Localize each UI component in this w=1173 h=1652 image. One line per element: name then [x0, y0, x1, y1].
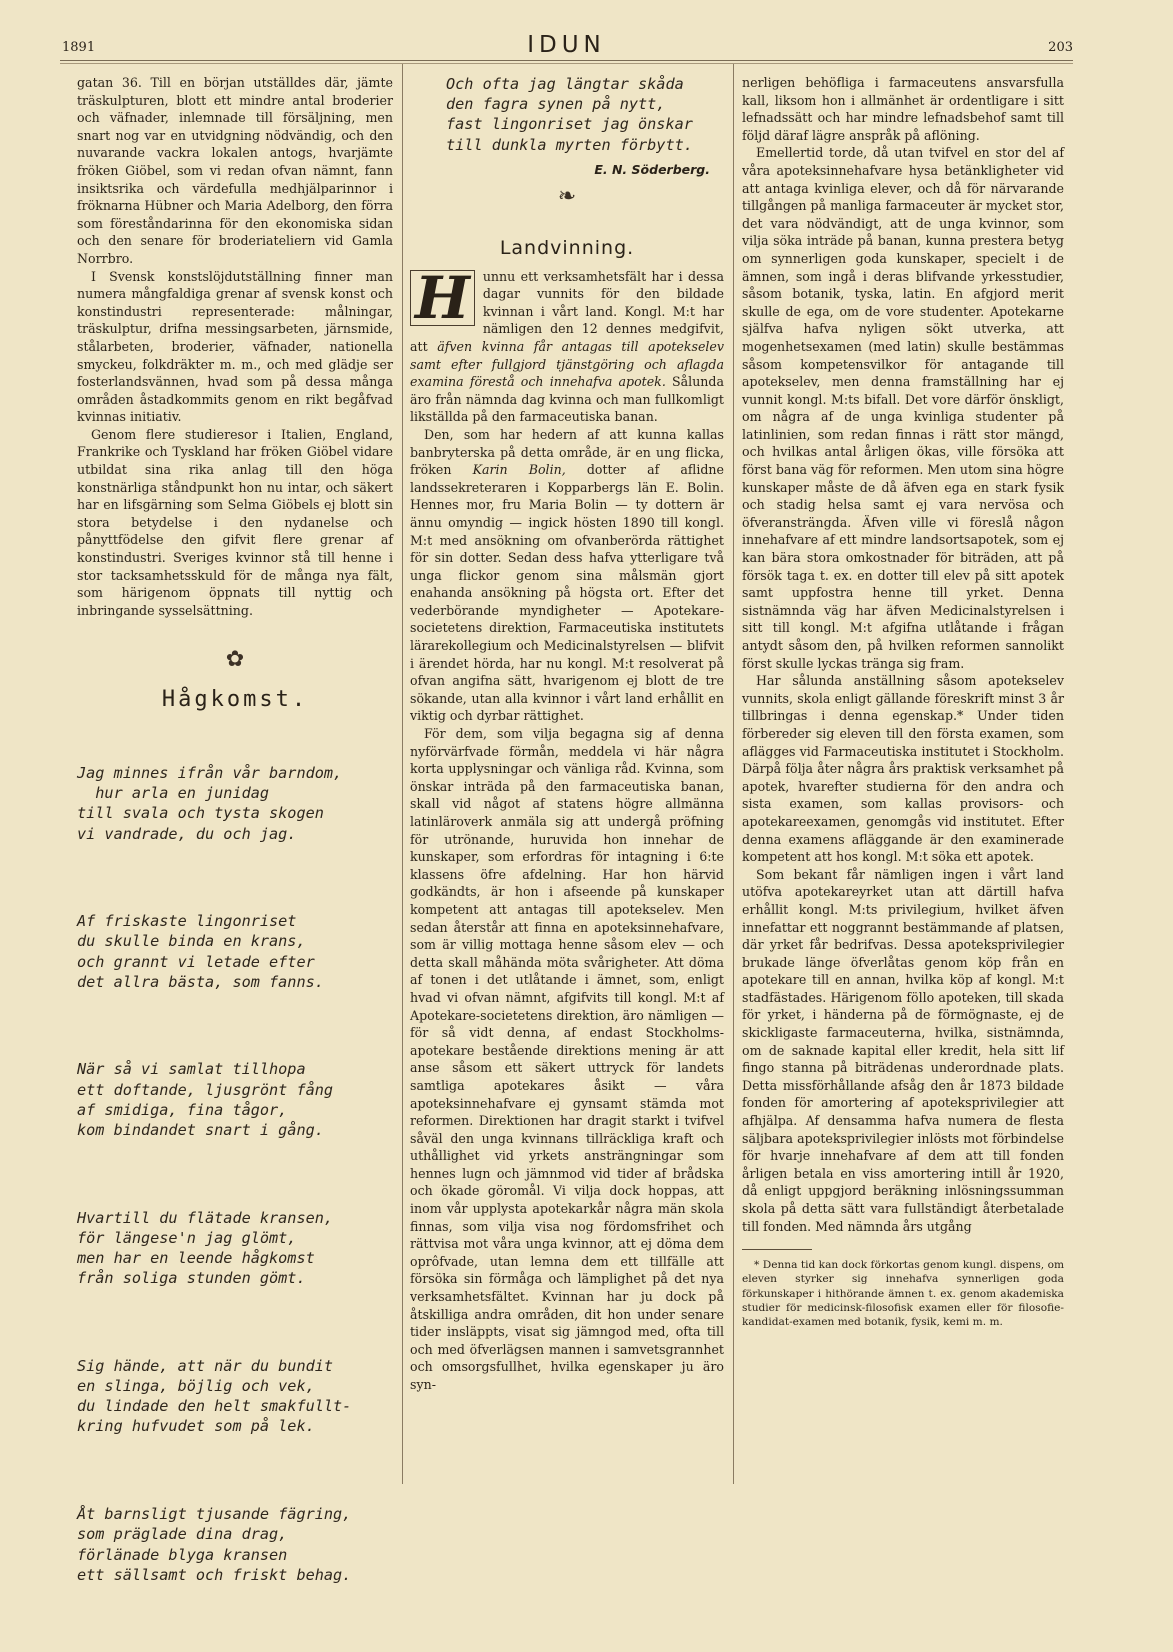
article-paragraph: Genom flere studieresor i Italien, England, Frankrike och Tyskland har fröken Giöbel vidare utbildat sina rika anlag till den höga konstnärliga ståndpunkt hon nu intar, och säkert har en lifsgärning som Selma Giöbels ej blott sin stora betydelse i den nydanelse och pånyttfödelse den gifvit flere grenar af konstindustri. Sveriges kvinnor stå till henne i stor tacksamhetsskuld för de många nya fält, som härigenom öppnats till nyttig och inbringande sysselsättning.: [77, 426, 393, 618]
footnote: [742, 1258, 1064, 1329]
poem-signature: E. N. Söderberg.: [594, 161, 710, 177]
para-text: dotter af aflidne landssekreteraren i Kopparbergs län E. Bolin. Hennes mor, fru Maria Bolin — ty dottern är ännu omyndig — ingick hösten 1890 till kongl. M:t med ansökning om ofvanberörda rättighet för sin dotter. Sedan dess hafva ytterligare två unga flickor genom sina målsmän gjort enahanda ansökning på högsta ort. Efter det vederbörande myndigheter — Apotekare-societetens direktion, Farmaceutiska institutets lärarekollegium och Medicinalstyrelsen — blifvit i ärendet hörda, har nu kongl. M:t resolverat på ofvan angifna sätt, hvarigenom ej blott de tre sökande, utan alla kvinnor i vårt land erhållit en viktig och dyrbar rättighet.: [410, 462, 724, 724]
article-paragraph: Har sålunda anställning såsom apotekselev vunnits, skola enligt gällande föreskrift minst 3 år tillbringas i denna egenskap.* Under tiden förbereder sig eleven till den första examen, som aflägges vid Farmaceutiska institutet i Stockholm. Därpå följa åter några års praktisk verksamhet på apotek, hvarefter studierna för den andra och sista examen, som kallas provisors- och apotekareexamen, genomgås vid institutet. Efter denna examens afläggande är den examinerade kompetent att hos kongl. M:t söka ett apotek.: [742, 673, 1064, 865]
flourish-ornament-icon: ❧: [557, 184, 577, 210]
article-intro: [410, 263, 724, 426]
column-divider: [402, 64, 403, 1484]
poem-stanza: Sig hände, att när du bundit en slinga, böjlig och vek, du lindade den helt smakfullt- kring hufvudet som på lek.: [77, 1356, 352, 1436]
article-paragraph: nerligen behöfliga i farmaceutens ansvarsfulla kall, liksom hon i allmänhet är ordentligare i sitt lefnadssätt och har mindre lefnadsbehof samt till följd däraf lägre anspråk på aflöning.: [742, 75, 1064, 143]
column-left: [77, 74, 393, 1652]
drop-cap: H: [410, 270, 475, 326]
poem-stanza: Åt barnsligt tjusande fägring, som präglade dina drag, förlänade blyga kransen ett sällsamt och friskt behag.: [77, 1505, 352, 1584]
poem-hagkomst: [77, 723, 393, 1652]
footnote-text: * Denna tid kan dock förkortas genom kungl. dispens, om eleven styrker sig innehafva synnerligen goda förkunskaper i hithörande ämnen t. ex. genom akademiska studier för medicinsk-filosofisk examen eller för filosofie-kandidat-examen med botanik, fysik, kemi m. m.: [742, 1259, 1064, 1328]
article-title: Landvinning.: [499, 237, 635, 259]
poem-title: Hågkomst.: [161, 687, 309, 712]
article-paragraph: gatan 36. Till en början utställdes där, jämte träskulpturen, blott ett mindre antal broderier och väfnader, inlemnade till försäljning, men snart nog var en utvidgning nödvändig, och den nuvarande vackra lokalen antogs, hvarjämte fröken Giöbel, som vi redan ofvan nämnt, fann insiktsrika och värdefulla medhjälparinnor i fröknarna Hübner och Maria Adelborg, den förra som föreståndarinna för den ekonomiska sidan och den senare för broderiateliern vid Gamla Norrbro.: [77, 75, 393, 266]
acorn-ornament-icon: ✿: [225, 647, 245, 673]
intro-emphasis: äfven kvinna får antagas till apotekselev samt efter fullgjord tjänstgöring och aflagda examina förestå och innehafva apotek.: [410, 338, 724, 390]
poem-stanza: Hvartill du flätade kransen, för längese'n jag glömt, men har en leende hågkomst från soliga stunden gömt.: [77, 1208, 334, 1288]
para-text: Den, som har hedern af att kunna kallas banbryterska på detta område, är en ung flicka, fröken: [410, 426, 724, 478]
article-paragraph: Emellertid torde, då utan tvifvel en stor del af våra apoteksinnehafvare hysa betänkligheter vid att antaga kvinliga elever, och då för närvarande tillgången på manliga farmaceuter är mycket stor, det vara nödvändigt, att de unga kvinnor, som vilja söka inträde på banan, kunna prestera betyg om synnerligen goda kunskaper, specielt i de ämnen, som ingå i deras blifvande yrkesstudier, såsom botanik, tyska, latin. En afgjord merit skulle de ega, om de vore studenter. Apotekarne själfva hafva nyligen sökt utverka, att mogenhetsexamen (med latin) skulle bestämmas såsom kompetensvilkor för antagande till apotekselev, men denna framställning har ej vunnit kongl. M:ts bifall. Det vore därför önskligt, om några af de unga kvinliga studenter på latinlinien, som redan finnas i rätt stor mängd, och hvilkas antal årligen ökas, ville försöka att först bana väg för reformen. Men utom sina högre kunskaper måste de då äfven ega en stark fysik och stadig helsa samt ej vara nervösa och öfveransträngda. Äfven ville vi föreslå någon innehafvare af ett mindre landsortsapotek, som ej kan bära stora omkostnader för biträden, att på försök taga t. ex. en dotter till elev på sitt apotek samt uppfostra henne till yrket. Denna sistnämnda väg har äfven Medicinalstyrelsen i sitt till kongl. M:t afgifna utlåtande i frågan antydt såsom den, på hvilken reformen sannolikt först skulle lyckas tränga sig fram.: [742, 145, 1064, 671]
header-year: 1891: [62, 40, 96, 55]
header-rule: [60, 60, 1073, 61]
page-header: [60, 32, 1073, 62]
poem-stanza: Af friskaste lingonriset du skulle binda en krans, och grannt vi letade efter det allra bästa, som fanns.: [77, 912, 324, 991]
poem-stanza: Jag minnes ifrån vår barndom, hur arla en junidag till svala och tysta skogen vi vandrade, du och jag.: [77, 764, 343, 843]
footnote-rule: [742, 1249, 812, 1250]
article-paragraph: I Svensk konstslöjdutställning finner man numera mångfaldiga grenar af svensk konst och konstindustri representerade: målningar, träskulptur, drifna messingsarbeten, järnsmide, stålarbeten, broderier, väfnader, nationella smyckeu, folkdräkter m. m., och med glädje ser fosterlandsvännen, hvad som på dessa många områden åstadkommits genom en rikt begåfvad kvinnas initiativ.: [77, 268, 393, 425]
article-paragraph: [410, 426, 724, 725]
intro-end: Sålunda äro från nämnda dag kvinna och man fullkomligt likställda på den farmaceutiska banan.: [410, 374, 724, 425]
poem-stanza: När så vi samlat tillhopa ett doftande, ljusgrönt fång af smidiga, fina tågor, kom bindandet snart i gång.: [77, 1060, 334, 1140]
masthead-title: IDUN: [527, 32, 606, 58]
poem-continuation: Och ofta jag längtar skåda den fagra synen på nytt, fast lingonriset jag önskar till dunkla myrten förbytt.: [446, 75, 693, 154]
column-middle: [410, 74, 724, 1394]
article-paragraph: För dem, som vilja begagna sig af denna nyförvärfvade förmån, meddela vi här några korta upplysningar och vänliga råd. Kvinna, som önskar inträda på den farmaceutiska banan, skall vid något af statens högre allmänna latinläroverk anmäla sig att undergå pröfning för utrönande, huruvida hon innehar de kunskaper, som erfordras för intagning i 6:te klassens öfre afdelning. Har hon härvid godkändts, är hon i afseende på kunskaper kompetent att antagas till apotekselev. Men sedan återstår att finna en apoteksinnehafvare, som är villig mottaga henne såsom elev — och detta skall måhända möta svårigheter. Att döma af tonen i det utlåtande i ämnet, som, enligt hvad vi ofvan nämnt, afgifvits till kongl. M:t af Apotekare-societetens direktion, äro nämligen — för så vidt denna, af endast Stockholms-apotekare bestående direktions mening är att anse såsom ett säkert uttryck för landets samtliga apotekares åsikt — våra apoteksinnehafvare ej gynsamt stämda mot reformen. Direktionen har dragit starkt i tvifvel såväl den unga kvinnans tillräckliga kraft och uthållighet vid yrkets ansträngningar som hennes lugn och jämnmod vid tider af brådska och ökade göromål. Vi vilja dock hoppas, att inom vår upplysta apotekarkår några män skola finnas, som vilja visa nog fördomsfrihet och rättvisa mot våra unga kvinnor, att ej döma dem oprôfvade, utan lemna dem ett tillfälle att försöka sin förmåga och lämplighet på det nya verksamhetsfältet. Kvinnan har ju dock på åtskilliga andra områden, dit hon under senare tider insläppts, visat sig jämngod med, ofta till och med öfverlägsen mannen i samvetsgrannhet och omsorgsfullhet, hvilka egenskaper ju äro syn-: [410, 726, 724, 1392]
column-divider: [733, 64, 734, 1484]
name-emphasis: Karin Bolin,: [472, 462, 566, 478]
intro-text: unnu ett verksamhetsfält har i dessa dagar vunnits för den bildade kvinnan i vårt land. Kongl. M:t har nämligen den 12 dennes medgifvit, att: [410, 268, 724, 354]
column-right: [742, 74, 1064, 1329]
article-paragraph: Som bekant får nämligen ingen i vårt land utöfva apotekareyrket utan att därtill hafva erhållit kongl. M:ts privilegium, hvilket äfven innefattar ett noggrannt bestämmande af platsen, där yrket får bedrifvas. Dessa apoteksprivilegier brukade länge öfverlåtas genom köp från en apotekare till en annan, hvilka köp af kongl. M:t stadfästades. Härigenom föllo apoteken, till skada för yrket, i händerna på de förmögnaste, ej de skickligaste farmaceuterna, hvilka, sistnämnda, om de saknade kapital eller kredit, hela sitt lif fingo stanna på biträdenas underordnade plats. Detta missförhållande afsåg den år 1873 bildade fonden för amortering af apoteksprivilegier att afhjälpa. Af densamma hafva numera de flesta säljbara apoteksprivilegier inlösts mot förbindelse för hvarje innehafvare af dem att till fonden årligen betala en viss amortering intill år 1920, då enligt uppgjord beräkning inlösningssumman skola på detta sätt vara fullständigt återbetalade till fonden. Med nämnda års utgång: [742, 866, 1064, 1234]
page-number: 203: [1048, 40, 1073, 55]
header-rule-secondary: [60, 63, 1073, 64]
